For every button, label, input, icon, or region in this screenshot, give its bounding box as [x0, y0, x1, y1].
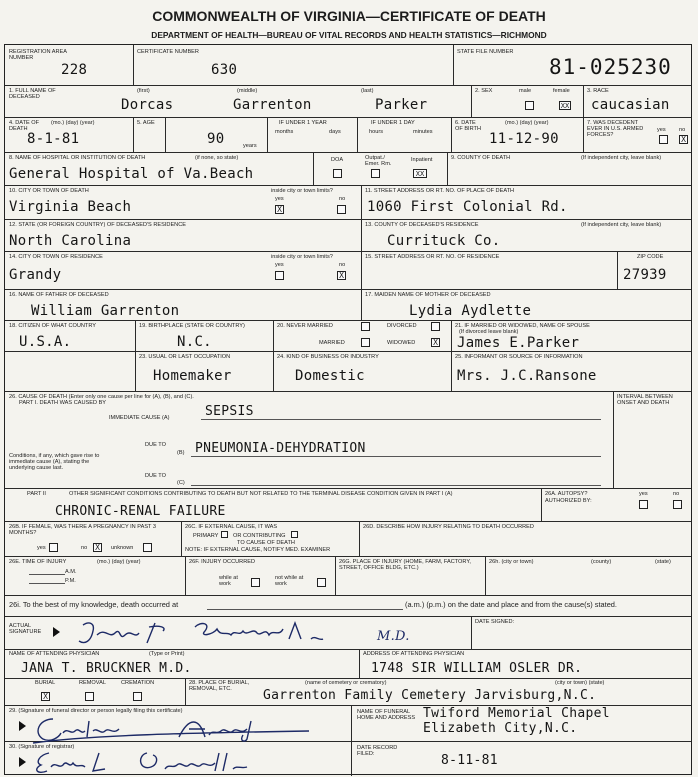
res-inside-no-checkbox[interactable]: X	[337, 271, 346, 280]
informant-label: 25. INFORMANT OR SOURCE OF INFORMATION	[455, 354, 583, 360]
preg-unknown-sublabel: unknown	[111, 545, 134, 551]
middle-name-value: Garrenton	[233, 97, 312, 113]
spouse-label: 21. IF MARRIED OR WIDOWED, NAME OF SPOUSE	[455, 323, 590, 329]
informant-value: Mrs. J.C.Ransone	[457, 368, 597, 384]
widowed-label: WIDOWED	[387, 340, 416, 346]
attending-address-value: 1748 SIR WILLIAM OSLER DR.	[371, 661, 583, 676]
city-of-death-value: Virginia Beach	[9, 199, 132, 215]
registrar-signature-image	[29, 747, 329, 777]
months-sublabel: months	[275, 129, 294, 135]
while-work-checkbox[interactable]	[251, 578, 260, 587]
father-value: William Garrenton	[31, 303, 180, 319]
never-married-checkbox[interactable]	[361, 322, 370, 331]
injury-occurred-label: 26F. INJURY OCCURRED	[189, 559, 255, 565]
married-checkbox[interactable]	[361, 338, 370, 347]
inside-yes-sublabel: yes	[275, 196, 284, 202]
under-day-label: IF UNDER 1 DAY	[371, 120, 415, 126]
cremation-label: CREMATION	[121, 680, 155, 686]
mother-label: 17. MAIDEN NAME OF MOTHER OF DECEASED	[365, 292, 491, 298]
part2-value: CHRONIC-RENAL FAILURE	[55, 504, 226, 519]
time-injury-label: 26E. TIME OF INJURY	[9, 559, 67, 565]
sex-female-checkbox[interactable]: XX	[560, 102, 570, 110]
street-residence-label: 15. STREET ADDRESS OR RT. NO. OF RESIDENCE	[365, 254, 500, 260]
doa-checkbox[interactable]	[333, 169, 342, 178]
funeral-director-signature-image	[29, 713, 329, 747]
funeral-arrow-icon	[19, 721, 26, 731]
county-of-death-label: 9. COUNTY OF DEATH	[451, 155, 511, 161]
certificate-form	[4, 44, 692, 775]
hospital-value: General Hospital of Va.Beach	[9, 166, 254, 182]
divorced-label: DIVORCED	[387, 323, 417, 329]
inside-limits-sublabel: inside city or town limits?	[271, 188, 333, 194]
funeral-home-line2: Elizabeth City,N.C.	[423, 721, 578, 736]
primary-sublabel: PRIMARY	[193, 533, 219, 539]
armed-yes-checkbox[interactable]	[659, 135, 668, 144]
funeral-signature-label: 29. (Signature of funeral director or person legally filing this certificate)	[9, 708, 183, 714]
days-sublabel: days	[329, 129, 341, 135]
armed-forces-label: 7. WAS DECEDENT EVER IN U.S. ARMED FORCES?	[587, 120, 644, 138]
business-value: Domestic	[295, 368, 365, 384]
pregnancy-yes-checkbox[interactable]	[49, 543, 58, 552]
spouse-value: James E.Parker	[457, 335, 580, 351]
part2-label: PART II	[27, 491, 46, 497]
funeral-home-label: NAME OF FUNERAL HOME AND ADDRESS	[357, 709, 416, 721]
cemetery-value: Garrenton Family Cemetery Jarvisburg,N.C.	[263, 688, 597, 703]
due-to-c-label: DUE TO	[145, 473, 166, 479]
res-yes-sublabel: yes	[275, 262, 284, 268]
city-residence-label: 14. CITY OR TOWN OF RESIDENCE	[9, 254, 103, 260]
physician-md-suffix: M.D.	[377, 629, 410, 644]
under-year-label: IF UNDER 1 YEAR	[279, 120, 327, 126]
first-name-sublabel: (first)	[137, 88, 150, 94]
removal-checkbox[interactable]	[85, 692, 94, 701]
interval-label: INTERVAL BETWEEN ONSET AND DEATH	[617, 394, 673, 406]
autopsy-yes-sublabel: yes	[639, 491, 648, 497]
state-file-value: 81-025230	[549, 55, 672, 79]
physician-signature-image	[75, 617, 385, 651]
outpatient-checkbox[interactable]	[371, 169, 380, 178]
street-death-value: 1060 First Colonial Rd.	[367, 199, 568, 215]
not-work-checkbox[interactable]	[317, 578, 326, 587]
burial-label: BURIAL	[35, 680, 56, 686]
external-cause-label: 26C. IF EXTERNAL CAUSE, IT WAS	[185, 524, 278, 530]
birthplace-value: N.C.	[177, 334, 212, 350]
autopsy-label: 26A. AUTOPSY?	[545, 491, 588, 497]
date-death-sublabel: (mo.) (day) (year)	[51, 120, 95, 126]
dob-sublabel: (mo.) (day) (year)	[505, 120, 549, 126]
hospital-sublabel: (if none, so state)	[195, 155, 239, 161]
armed-yes-sublabel: yes	[657, 127, 666, 133]
autopsy-no-checkbox[interactable]	[673, 500, 682, 509]
injury-city-label: 26h. (city or town)	[489, 559, 534, 565]
minutes-sublabel: minutes	[413, 129, 433, 135]
preg-yes-sublabel: yes	[37, 545, 46, 551]
state-file-label: STATE FILE NUMBER	[457, 49, 514, 55]
inpatient-sublabel: Inpatient	[411, 157, 433, 163]
race-label: 3. RACE	[587, 88, 609, 94]
date-signed-label: DATE SIGNED:	[475, 619, 515, 625]
female-sublabel: female	[553, 88, 570, 94]
hours-sublabel: hours	[369, 129, 383, 135]
birthplace-label: 19. BIRTHPLACE (STATE OR COUNTRY)	[139, 323, 245, 329]
place-injury-label: 26G. PLACE OF INJURY (HOME, FARM, FACTORY, STREET, OFFICE BLDG, ETC.)	[339, 559, 471, 571]
describe-injury-label: 26D. DESCRIBE HOW INJURY RELATING TO DEATH OCCURRED	[363, 524, 534, 530]
widowed-checkbox[interactable]: X	[431, 338, 440, 347]
middle-name-sublabel: (middle)	[237, 88, 258, 94]
pm-sublabel: P.M.	[65, 578, 76, 584]
sex-male-checkbox[interactable]	[525, 101, 534, 110]
certificate-number-label: CERTIFICATE NUMBER	[137, 49, 199, 55]
father-label: 16. NAME OF FATHER OF DECEASED	[9, 292, 109, 298]
res-inside-limits-sublabel: inside city or town limits?	[271, 254, 333, 260]
type-print-sublabel: (Type or Print)	[149, 651, 185, 657]
burial-checkbox[interactable]: X	[41, 692, 50, 701]
to-cause-sublabel: TO CAUSE OF DEATH	[237, 540, 295, 546]
am-sublabel: A.M.	[65, 569, 77, 575]
signature-arrow-icon	[53, 627, 60, 637]
inside-no-sublabel: no	[339, 196, 346, 202]
registration-area-value: 228	[61, 62, 88, 78]
male-sublabel: male	[519, 88, 532, 94]
date-of-birth-value: 11-12-90	[489, 131, 559, 147]
city-residence-value: Grandy	[9, 267, 62, 283]
registration-area-label: REGISTRATION AREA NUMBER	[9, 49, 67, 61]
spouse-sublabel: (If divorced leave blank)	[459, 329, 519, 335]
last-name-value: Parker	[375, 97, 428, 113]
date-filed-value: 8-11-81	[441, 753, 498, 768]
preg-no-sublabel: no	[81, 545, 88, 551]
primary-checkbox[interactable]	[221, 531, 228, 538]
inpatient-checkbox[interactable]: XX	[413, 169, 427, 178]
hospital-label: 8. NAME OF HOSPITAL OR INSTITUTION OF DEATH	[9, 155, 146, 161]
full-name-label: 1. FULL NAME OF DECEASED	[9, 88, 56, 100]
funeral-home-line1: Twiford Memorial Chapel	[423, 706, 610, 721]
state-residence-label: 12. STATE (OR FOREIGN COUNTRY) OF DECEASED'S RESIDENCE	[9, 222, 186, 228]
registrar-signature-label: 30. (Signature of registrar)	[9, 744, 75, 750]
autopsy-yes-checkbox[interactable]	[639, 500, 648, 509]
cremation-checkbox[interactable]	[133, 692, 142, 701]
removal-label: REMOVAL	[79, 680, 106, 686]
street-death-label: 11. STREET ADDRESS OR RT. NO. OF PLACE OF DEATH	[365, 188, 515, 194]
inside-limits-yes-checkbox[interactable]: X	[275, 205, 284, 214]
outpatient-sublabel: Outpat./ Emer. Rm.	[365, 155, 392, 167]
injury-state-sublabel: (state)	[655, 559, 671, 565]
while-work-sublabel: while at work	[219, 575, 238, 587]
race-value: caucasian	[591, 97, 670, 113]
not-work-sublabel: not while at work	[275, 575, 304, 587]
county-res-indep-sublabel: (If independent city, leave blank)	[581, 222, 662, 228]
never-married-label: 20. NEVER MARRIED	[277, 323, 333, 329]
age-label: 5. AGE	[137, 120, 155, 126]
occupation-label: 23. USUAL OR LAST OCCUPATION	[139, 354, 231, 360]
date-of-birth-label: 6. DATE OF BIRTH	[455, 120, 482, 132]
time-injury-sublabel: (mo.) (day) (year)	[97, 559, 141, 565]
pregnancy-unknown-checkbox[interactable]	[143, 543, 152, 552]
armed-no-checkbox[interactable]: X	[679, 135, 688, 144]
res-inside-yes-checkbox[interactable]	[275, 271, 284, 280]
married-label: MARRIED	[319, 340, 345, 346]
certify-text-a: 26i. To the best of my knowledge, death occurred at	[9, 600, 179, 609]
autopsy-no-sublabel: no	[673, 491, 680, 497]
cause-heading: 26. CAUSE OF DEATH (Enter only one cause per line for (A), (B), and (C).	[9, 394, 194, 400]
attending-name-value: JANA T. BRUCKNER M.D.	[21, 661, 192, 676]
county-indep-sublabel: (If independent city, leave blank)	[581, 155, 662, 161]
years-sublabel: years	[243, 143, 257, 149]
last-name-sublabel: (last)	[361, 88, 374, 94]
citizen-label: 18. CITIZEN OF WHAT COUNTRY	[9, 323, 97, 329]
part1-label: PART I. DEATH WAS CAUSED BY	[19, 400, 107, 406]
pregnancy-label: 26B. IF FEMALE, WAS THERE A PREGNANCY IN PAST 3 MONTHS?	[9, 524, 157, 536]
attending-address-label: ADDRESS OF ATTENDING PHYSICIAN	[363, 651, 465, 657]
cause-c-letter: (C)	[177, 480, 185, 486]
occupation-value: Homemaker	[153, 368, 232, 384]
age-value: 90	[207, 131, 225, 147]
divorced-checkbox[interactable]	[431, 322, 440, 331]
county-residence-value: Currituck Co.	[387, 233, 501, 249]
sex-label: 2. SEX	[475, 88, 493, 94]
doa-sublabel: DOA	[331, 157, 344, 163]
certificate-number-value: 630	[211, 62, 238, 78]
date-of-death-label: 4. DATE OF DEATH	[9, 120, 40, 132]
contributing-sublabel: OR CONTRIBUTING	[233, 533, 286, 539]
state-residence-value: North Carolina	[9, 233, 132, 249]
zip-label: ZIP CODE	[637, 254, 664, 260]
cause-b-value: PNEUMONIA-DEHYDRATION	[195, 441, 366, 456]
date-filed-label: DATE RECORD FILED:	[357, 745, 398, 757]
certify-text-b: (a.m.) (p.m.) on the date and place and from the cause(s) stated.	[405, 600, 617, 609]
zip-value: 27939	[623, 267, 667, 283]
conditions-note: Conditions, if any, which gave rise to immediate cause (A), stating the underlying cause last.	[9, 453, 100, 471]
cause-b-letter: (B)	[177, 450, 185, 456]
attending-name-label: NAME OF ATTENDING PHYSICIAN	[9, 651, 100, 657]
burial-city-sublabel: (city or town) (state)	[555, 680, 605, 686]
place-burial-label: 28. PLACE OF BURIAL, REMOVAL, ETC.	[189, 680, 250, 692]
county-residence-label: 13. COUNTY OF DECEASED'S RESIDENCE	[365, 222, 479, 228]
date-of-death-value: 8-1-81	[27, 131, 80, 147]
immediate-cause-value: SEPSIS	[205, 404, 254, 419]
immediate-cause-label: IMMEDIATE CAUSE (A)	[109, 415, 170, 421]
cemetery-sublabel: (name of cemetery or crematory)	[305, 680, 387, 686]
registrar-arrow-icon	[19, 757, 26, 767]
pregnancy-no-checkbox[interactable]: X	[93, 543, 102, 552]
due-to-b-label: DUE TO	[145, 442, 166, 448]
external-note: NOTE: IF EXTERNAL CAUSE, NOTIFY MED. EXAMINER	[185, 547, 331, 553]
actual-signature-label: ACTUAL SIGNATURE	[9, 623, 42, 635]
business-label: 24. KIND OF BUSINESS OR INDUSTRY	[277, 354, 379, 360]
injury-county-sublabel: (county)	[591, 559, 612, 565]
armed-no-sublabel: no	[679, 127, 686, 133]
mother-value: Lydia Aydlette	[409, 303, 532, 319]
part2-text: OTHER SIGNIFICANT CONDITIONS CONTRIBUTING TO DEATH BUT NOT RELATED TO THE TERMINAL DISEASE CONDITION GIVEN IN PART I (A)	[69, 491, 453, 497]
citizen-value: U.S.A.	[19, 334, 72, 350]
contributing-checkbox[interactable]	[291, 531, 298, 538]
inside-limits-no-checkbox[interactable]	[337, 205, 346, 214]
certificate-title: COMMONWEALTH OF VIRGINIA—CERTIFICATE OF DEATH	[152, 8, 546, 24]
city-of-death-label: 10. CITY OR TOWN OF DEATH	[9, 188, 89, 194]
authorized-label: AUTHORIZED BY:	[545, 498, 592, 504]
first-name-value: Dorcas	[121, 97, 174, 113]
department-subtitle: DEPARTMENT OF HEALTH—BUREAU OF VITAL RECORDS AND HEALTH STATISTICS—RICHMOND	[151, 30, 547, 40]
res-no-sublabel: no	[339, 262, 346, 268]
